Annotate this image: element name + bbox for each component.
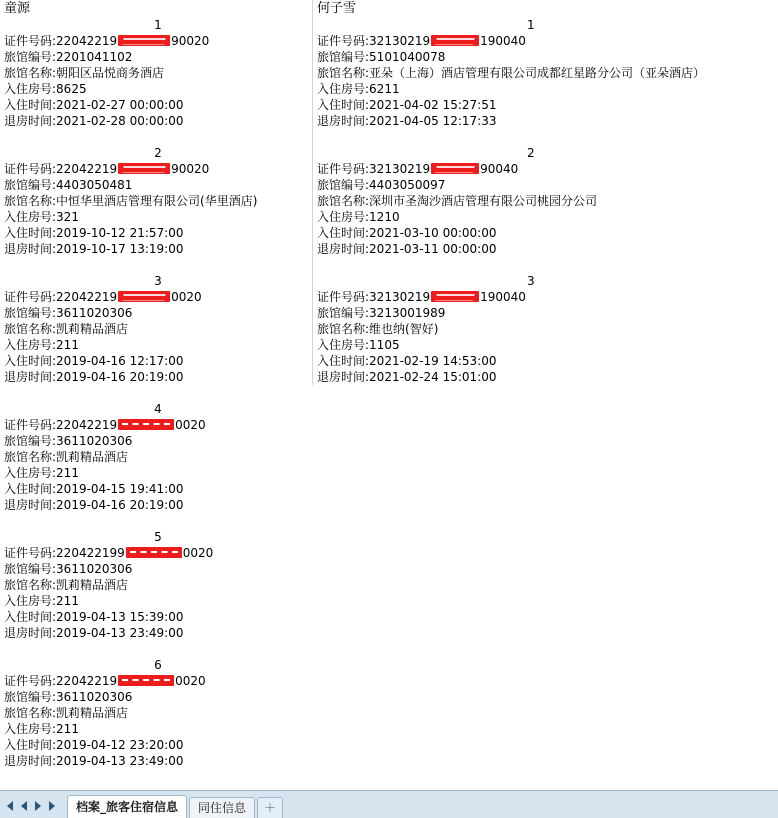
record-value: 维也纳(智好) <box>369 322 439 336</box>
record-label: 退房时间: <box>4 114 57 128</box>
record-row <box>4 753 312 769</box>
record-label: 旅馆编号: <box>4 178 57 192</box>
record-value: 2021-02-28 00:00:00 <box>56 114 184 128</box>
redaction-mark <box>118 291 170 302</box>
previous-sheet-icon[interactable] <box>20 800 31 811</box>
record-row <box>4 369 312 385</box>
record-label: 入住房号: <box>4 82 57 96</box>
record-row <box>4 321 312 337</box>
right-groups <box>317 17 778 385</box>
record-value: 2019-04-12 23:20:00 <box>56 738 184 752</box>
id-prefix: 32130219 <box>369 290 431 304</box>
group-number: 2 <box>527 146 535 160</box>
record-value: 2019-10-17 13:19:00 <box>56 242 184 256</box>
record-label: 旅馆名称: <box>4 578 57 592</box>
record-value: 中恒华里酒店管理有限公司(华里酒店) <box>56 194 258 208</box>
record-value: 2019-04-16 20:19:00 <box>56 498 184 512</box>
record-value: 2201041102 <box>56 50 133 64</box>
redaction-mark <box>431 291 479 302</box>
record-row <box>4 289 312 305</box>
record-row <box>4 305 312 321</box>
group-spacer <box>317 257 778 273</box>
group-spacer <box>4 129 312 145</box>
record-label: 入住房号: <box>4 722 57 736</box>
record-value: 凯莉精品酒店 <box>56 578 129 592</box>
record-label: 入住时间: <box>4 738 57 752</box>
id-suffix: 190040 <box>480 290 526 304</box>
redaction-mark <box>118 675 174 686</box>
record-label: 入住时间: <box>4 98 57 112</box>
record-row <box>4 577 312 593</box>
record-row <box>317 81 778 97</box>
record-label: 入住时间: <box>4 226 57 240</box>
add-sheet-button[interactable]: ＋ <box>257 797 283 818</box>
record-row <box>317 241 778 257</box>
record-row <box>317 65 778 81</box>
record-value: 凯莉精品酒店 <box>56 322 129 336</box>
record-row <box>4 337 312 353</box>
record-value: 211 <box>56 466 79 480</box>
record-label: 入住时间: <box>317 226 370 240</box>
group-number: 5 <box>154 530 162 544</box>
column-right-header: 何子雪 <box>317 1 357 16</box>
record-row <box>317 369 778 385</box>
record-row <box>4 689 312 705</box>
record-value: 3611020306 <box>56 306 133 320</box>
record-value: 2019-04-15 19:41:00 <box>56 482 184 496</box>
record-value: 5101040078 <box>369 50 446 64</box>
record-label: 证件号码: <box>317 290 370 304</box>
record-label: 证件号码: <box>4 290 57 304</box>
redaction-mark <box>431 35 479 46</box>
record-row <box>4 545 312 561</box>
record-label: 证件号码: <box>4 162 57 176</box>
group-number: 4 <box>154 402 162 416</box>
sheet-nav-buttons <box>0 792 63 818</box>
record-label: 旅馆编号: <box>4 562 57 576</box>
record-label: 退房时间: <box>4 754 57 768</box>
record-label: 退房时间: <box>4 626 57 640</box>
record-value: 3611020306 <box>56 434 133 448</box>
group-spacer <box>4 641 312 657</box>
group-spacer <box>4 513 312 529</box>
record-value: 2019-04-13 23:49:00 <box>56 754 184 768</box>
record-value: 2021-03-10 00:00:00 <box>369 226 497 240</box>
id-suffix: 0020 <box>182 546 214 560</box>
record-row <box>317 289 778 305</box>
record-row <box>4 449 312 465</box>
record-row <box>4 113 312 129</box>
record-label: 证件号码: <box>317 34 370 48</box>
record-row <box>317 337 778 353</box>
record-label: 入住时间: <box>4 354 57 368</box>
record-row <box>4 481 312 497</box>
record-value: 凯莉精品酒店 <box>56 450 129 464</box>
record-label: 旅馆编号: <box>317 306 370 320</box>
record-label: 旅馆名称: <box>4 194 57 208</box>
record-label: 入住房号: <box>4 594 57 608</box>
id-suffix: 90020 <box>171 162 210 176</box>
record-value: 2019-04-13 15:39:00 <box>56 610 184 624</box>
record-label: 旅馆名称: <box>317 66 370 80</box>
record-value: 2021-04-05 12:17:33 <box>369 114 497 128</box>
record-label: 证件号码: <box>317 162 370 176</box>
id-suffix: 190040 <box>480 34 526 48</box>
record-row <box>4 49 312 65</box>
record-row <box>317 177 778 193</box>
redaction-mark <box>431 163 479 174</box>
record-label: 入住房号: <box>4 466 57 480</box>
record-label: 入住时间: <box>317 354 370 368</box>
record-row <box>4 673 312 689</box>
record-row <box>4 625 312 641</box>
id-prefix: 220422199 <box>56 546 125 560</box>
record-label: 退房时间: <box>4 370 57 384</box>
record-value: 2021-02-27 00:00:00 <box>56 98 184 112</box>
record-label: 入住房号: <box>317 82 370 96</box>
id-prefix: 22042219 <box>56 290 118 304</box>
sheet-tab[interactable]: 档案_旅客住宿信息 <box>67 795 187 818</box>
record-label: 退房时间: <box>317 370 370 384</box>
record-value: 深圳市圣淘沙酒店管理有限公司桃园分公司 <box>369 194 598 208</box>
record-value: 8625 <box>56 82 87 96</box>
record-label: 入住房号: <box>317 210 370 224</box>
record-value: 6211 <box>369 82 400 96</box>
record-value: 2021-02-19 14:53:00 <box>369 354 497 368</box>
record-label: 旅馆名称: <box>317 322 370 336</box>
redaction-mark <box>118 35 170 46</box>
column-right <box>312 0 778 385</box>
record-row <box>4 737 312 753</box>
id-suffix: 90040 <box>480 162 519 176</box>
record-row <box>4 225 312 241</box>
id-prefix: 22042219 <box>56 674 118 688</box>
record-row <box>4 177 312 193</box>
record-row <box>4 721 312 737</box>
id-prefix: 22042219 <box>56 34 118 48</box>
id-suffix: 0020 <box>175 418 206 432</box>
record-label: 退房时间: <box>317 242 370 256</box>
record-label: 旅馆编号: <box>317 50 370 64</box>
record-label: 证件号码: <box>4 34 57 48</box>
record-value: 1210 <box>369 210 400 224</box>
record-value: 2021-03-11 00:00:00 <box>369 242 497 256</box>
group-spacer <box>317 129 778 145</box>
redaction-mark <box>118 419 174 430</box>
id-prefix: 32130219 <box>369 162 431 176</box>
id-prefix: 32130219 <box>369 34 431 48</box>
record-label: 入住时间: <box>317 98 370 112</box>
record-value: 321 <box>56 210 79 224</box>
record-row <box>4 65 312 81</box>
group-number: 3 <box>154 274 162 288</box>
record-row <box>4 561 312 577</box>
record-label: 退房时间: <box>4 498 57 512</box>
record-label: 退房时间: <box>4 242 57 256</box>
id-suffix: 0020 <box>175 674 206 688</box>
record-row <box>4 593 312 609</box>
record-row <box>4 33 312 49</box>
group-number: 2 <box>154 146 162 160</box>
first-sheet-icon[interactable] <box>6 800 17 811</box>
group-spacer <box>4 257 312 273</box>
record-row <box>317 113 778 129</box>
record-label: 旅馆名称: <box>4 706 57 720</box>
group-number: 1 <box>527 18 535 32</box>
redaction-mark <box>126 547 182 558</box>
record-label: 旅馆名称: <box>4 322 57 336</box>
left-groups <box>4 17 312 769</box>
id-suffix: 0020 <box>171 290 202 304</box>
record-label: 旅馆编号: <box>4 690 57 704</box>
record-value: 2019-04-13 23:49:00 <box>56 626 184 640</box>
record-row <box>317 161 778 177</box>
record-value: 2021-02-24 15:01:00 <box>369 370 497 384</box>
record-row <box>4 161 312 177</box>
record-row <box>4 465 312 481</box>
record-row <box>4 417 312 433</box>
record-row <box>4 433 312 449</box>
record-value: 1105 <box>369 338 400 352</box>
record-row <box>317 225 778 241</box>
id-prefix: 22042219 <box>56 418 118 432</box>
group-number: 6 <box>154 658 162 672</box>
record-value: 211 <box>56 338 79 352</box>
record-value: 3611020306 <box>56 562 133 576</box>
record-value: 3611020306 <box>56 690 133 704</box>
record-row <box>317 305 778 321</box>
id-prefix: 22042219 <box>56 162 118 176</box>
record-value: 2019-10-12 21:57:00 <box>56 226 184 240</box>
record-label: 入住房号: <box>4 210 57 224</box>
record-value: 4403050097 <box>369 178 446 192</box>
next-sheet-icon[interactable] <box>34 800 45 811</box>
record-row <box>4 353 312 369</box>
record-row <box>317 209 778 225</box>
record-label: 退房时间: <box>317 114 370 128</box>
record-label: 证件号码: <box>4 418 57 432</box>
group-spacer <box>4 385 312 401</box>
record-row <box>4 705 312 721</box>
record-value: 2019-04-16 20:19:00 <box>56 370 184 384</box>
record-label: 旅馆名称: <box>4 450 57 464</box>
record-value: 2021-04-02 15:27:51 <box>369 98 497 112</box>
record-value: 211 <box>56 722 79 736</box>
column-left-header: 童源 <box>4 1 31 16</box>
record-row <box>317 193 778 209</box>
column-left <box>0 0 312 769</box>
record-label: 旅馆编号: <box>4 306 57 320</box>
record-value: 凯莉精品酒店 <box>56 706 129 720</box>
record-value: 2019-04-16 12:17:00 <box>56 354 184 368</box>
record-row <box>4 209 312 225</box>
record-row <box>4 97 312 113</box>
record-row <box>4 81 312 97</box>
record-label: 旅馆名称: <box>4 66 57 80</box>
record-row <box>4 609 312 625</box>
sheet-tab-bar <box>0 790 778 818</box>
redaction-mark <box>118 163 170 174</box>
record-value: 211 <box>56 594 79 608</box>
record-row <box>4 497 312 513</box>
record-label: 证件号码: <box>4 546 57 560</box>
group-number: 3 <box>527 274 535 288</box>
last-sheet-icon[interactable] <box>48 800 59 811</box>
record-row <box>317 97 778 113</box>
record-row <box>4 241 312 257</box>
record-label: 入住时间: <box>4 610 57 624</box>
record-label: 证件号码: <box>4 674 57 688</box>
record-label: 入住房号: <box>4 338 57 352</box>
record-row <box>4 193 312 209</box>
record-value: 3213001989 <box>369 306 446 320</box>
record-label: 旅馆名称: <box>317 194 370 208</box>
record-row <box>317 49 778 65</box>
record-value: 朝阳区品悦商务酒店 <box>56 66 165 80</box>
record-row <box>317 353 778 369</box>
record-label: 入住房号: <box>317 338 370 352</box>
tab-bar-filler <box>285 792 778 818</box>
record-label: 旅馆编号: <box>317 178 370 192</box>
record-label: 旅馆编号: <box>4 50 57 64</box>
record-label: 旅馆编号: <box>4 434 57 448</box>
sheet-tab[interactable]: 同住信息 <box>189 797 255 818</box>
record-label: 入住时间: <box>4 482 57 496</box>
record-row <box>317 321 778 337</box>
id-suffix: 90020 <box>171 34 210 48</box>
record-row <box>317 33 778 49</box>
group-number: 1 <box>154 18 162 32</box>
sheet-tabs <box>67 792 285 818</box>
record-value: 亚朵（上海）酒店管理有限公司成都红星路分公司（亚朵酒店） <box>369 66 706 80</box>
record-value: 4403050481 <box>56 178 133 192</box>
